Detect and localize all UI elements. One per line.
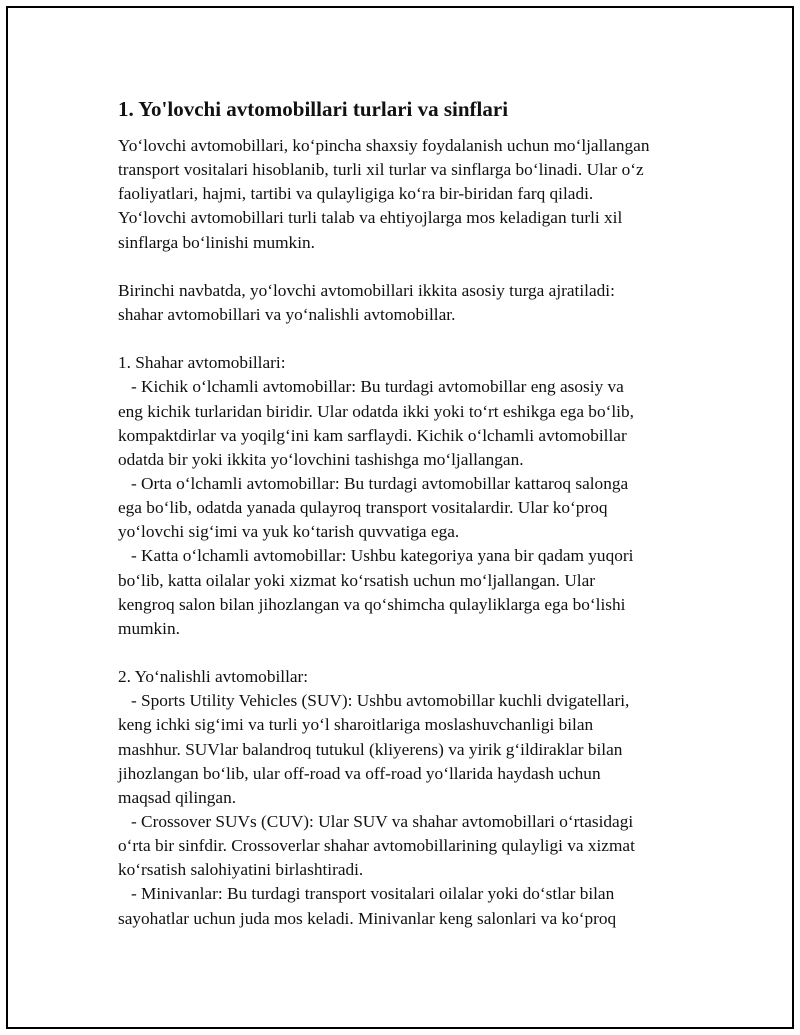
- text-line: maqsad qilingan.: [118, 787, 237, 807]
- text-line: shahar avtomobillari va yo‘nalishli avtomobillar.: [118, 304, 456, 324]
- text-line: o‘rta bir sinfdir. Crossoverlar shahar avtomobillarining qulayligi va xizmat: [118, 836, 635, 856]
- document-title: 1. Yo'lovchi avtomobillari turlari va sinflari: [118, 97, 509, 121]
- document-body: [118, 96, 708, 931]
- text-line: - Orta o‘lchamli avtomobillar: Bu turdagi avtomobillar kattaroq salonga: [118, 473, 629, 493]
- text-line: bo‘lib, katta oilalar yoki xizmat ko‘rsatish uchun mo‘ljallangan. Ular: [118, 570, 596, 590]
- text-line: sayohatlar uchun juda mos keladi. Minivanlar keng salonlari va ko‘proq: [118, 908, 617, 928]
- text-line: mumkin.: [118, 618, 180, 638]
- text-line: eng kichik turlaridan biridir. Ular odatda ikki yoki to‘rt eshikga ega bo‘lib,: [118, 401, 634, 421]
- text-line: kengroq salon bilan jihozlangan va qo‘shimcha qulayliklarga ega bo‘lishi: [118, 594, 626, 614]
- blank-line: [118, 255, 708, 279]
- text-line: yo‘lovchi sig‘imi va yuk ko‘tarish quvvatiga ega.: [118, 522, 460, 542]
- text-line: faoliyatlari, hajmi, tartibi va qulayligiga ko‘ra bir-biridan farq qiladi.: [118, 184, 594, 204]
- text-line: - Katta o‘lchamli avtomobillar: Ushbu kategoriya yana bir qadam yuqori: [118, 546, 634, 566]
- text-line: ega bo‘lib, odatda yanada qulayroq transport vositalardir. Ular ko‘proq: [118, 498, 608, 518]
- text-line: 2. Yo‘nalishli avtomobillar:: [118, 667, 309, 687]
- text-line: - Kichik o‘lchamli avtomobillar: Bu turdagi avtomobillar eng asosiy va: [118, 377, 624, 397]
- text-line: - Crossover SUVs (CUV): Ular SUV va shahar avtomobillari o‘rtasidagi: [118, 811, 634, 831]
- text-line: mashhur. SUVlar balandroq tutukul (kliyerens) va yirik g‘ildiraklar bilan: [118, 739, 623, 759]
- text-line: - Minivanlar: Bu turdagi transport vositalari oilalar yoki do‘stlar bilan: [118, 884, 615, 904]
- text-line: keng ichki sig‘imi va turli yo‘l sharoitlariga moslashuvchanligi bilan: [118, 715, 594, 735]
- text-line: Birinchi navbatda, yo‘lovchi avtomobillari ikkita asosiy turga ajratiladi:: [118, 280, 615, 300]
- text-line: sinflarga bo‘linishi mumkin.: [118, 232, 315, 252]
- text-line: - Sports Utility Vehicles (SUV): Ushbu avtomobillar kuchli dvigatellari,: [118, 691, 630, 711]
- text-line: kompaktdirlar va yoqilg‘ini kam sarflaydi. Kichik o‘lchamli avtomobillar: [118, 425, 627, 445]
- text-line: Yo‘lovchi avtomobillari, ko‘pincha shaxsiy foydalanish uchun mo‘ljallangan: [118, 136, 650, 155]
- text-line: jihozlangan bo‘lib, ular off-road va off-road yo‘llarida haydash uchun: [118, 763, 601, 783]
- blank-line: [118, 327, 708, 351]
- text-line: Yo‘lovchi avtomobillari turli talab va ehtiyojlarga mos keladigan turli xil: [118, 208, 623, 228]
- text-line: transport vositalari hisoblanib, turli xil turlar va sinflarga bo‘linadi. Ular o‘z: [118, 160, 644, 180]
- text-line: ko‘rsatish salohiyatini birlashtiradi.: [118, 860, 364, 880]
- document-text: [118, 134, 708, 931]
- blank-line: [118, 641, 708, 665]
- document-page: [6, 6, 794, 1029]
- text-line: 1. Shahar avtomobillari:: [118, 353, 286, 373]
- text-line: odatda bir yoki ikkita yo‘lovchini tashishga mo‘ljallangan.: [118, 449, 524, 469]
